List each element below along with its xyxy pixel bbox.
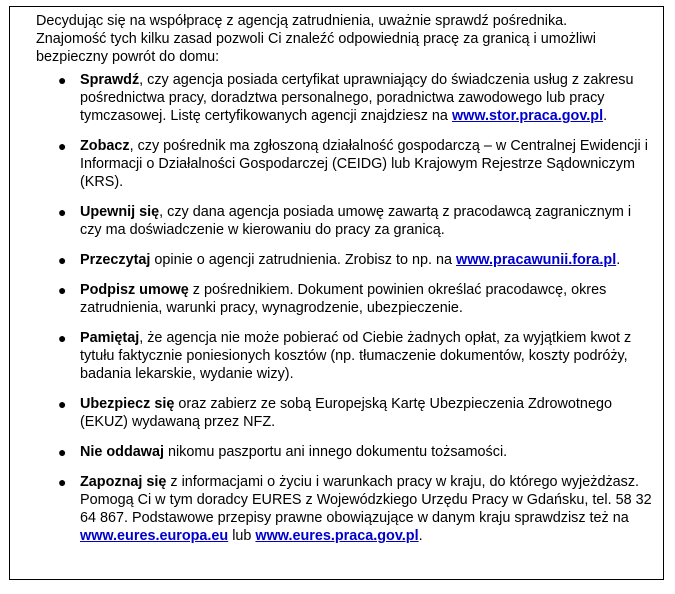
item-keyword: Zobacz	[80, 138, 130, 154]
item-keyword: Podpisz umowę	[80, 282, 189, 298]
item-text: , czy agencja posiada certyfikat uprawniający do świadczenia usług z zakresu pośrednictwa pracy, doradztwa personalnego, poradnictwa zawodowego lub pracy tymczasowej. Listę certyfikowanych agencji znajdziesz na	[80, 72, 634, 124]
list-item	[10, 395, 665, 431]
item-text: z informacjami o życiu i warunkach pracy w kraju, do którego wyjeżdżasz. Pomogą Ci w tym doradcy EURES z Wojewódzkiego Urzędu Pracy w Gdańsku, tel. 58 32 64 867. Podstawowe przepisy prawne obowiązujące w danym kraju sprawdzisz też na	[80, 474, 652, 526]
item-after: .	[418, 528, 423, 544]
bullet-icon: ●	[58, 204, 67, 220]
item-text: oraz zabierz ze sobą Europejską Kartę Ubezpieczenia Zdrowotnego (EKUZ) wydawaną przez NFZ.	[80, 396, 612, 430]
link-pracawunii[interactable]: www.pracawunii.fora.pl	[456, 252, 617, 268]
bullet-icon: ●	[58, 72, 67, 88]
item-text: , czy dana agencja posiada umowę zawartą z pracodawcą zagranicznym i czy ma doświadczenie w kierowaniu do pracy za granicą.	[80, 204, 632, 238]
intro-line-3: bezpieczny powrót do domu:	[36, 49, 220, 65]
item-text: z pośrednikiem. Dokument powinien określać pracodawcę, okres zatrudnienia, warunki pracy, wynagrodzenie, ubezpieczenie.	[80, 282, 607, 316]
item-keyword: Ubezpiecz się	[80, 396, 175, 412]
item-keyword: Nie oddawaj	[80, 444, 164, 460]
tips-list	[10, 71, 665, 557]
item-text: nikomu paszportu ani innego dokumentu tożsamości.	[163, 444, 508, 460]
item-keyword: Upewnij się	[80, 204, 160, 220]
list-item	[10, 473, 665, 545]
item-keyword: Zapoznaj się	[80, 474, 167, 490]
item-keyword: Pamiętaj	[80, 330, 140, 346]
list-item	[10, 137, 665, 191]
intro-paragraph	[36, 12, 646, 66]
link-stor-praca[interactable]: www.stor.praca.gov.pl	[451, 108, 604, 124]
item-after: .	[603, 108, 608, 124]
bullet-icon: ●	[58, 444, 67, 460]
item-mid: lub	[228, 528, 256, 544]
bullet-icon: ●	[58, 474, 67, 490]
item-text: opinie o agencji zatrudnienia. Zrobisz to np. na	[150, 252, 456, 268]
bullet-icon: ●	[58, 330, 67, 346]
item-after: .	[616, 252, 621, 268]
item-text: , czy pośrednik ma zgłoszoną działalność gospodarczą – w Centralnej Ewidencji i Informacji o Działalności Gospodarczej (CEIDG) lub Krajowym Rejestrze Sądowniczym (KRS).	[80, 138, 648, 190]
bullet-icon: ●	[58, 138, 67, 154]
list-item	[10, 443, 665, 461]
info-box	[9, 6, 664, 580]
list-item	[10, 281, 665, 317]
item-keyword: Przeczytaj	[80, 252, 151, 268]
item-keyword: Sprawdź	[80, 72, 140, 88]
item-text: , że agencja nie może pobierać od Ciebie żadnych opłat, za wyjątkiem kwot z tytułu faktycznie poniesionych kosztów (np. tłumaczenie dokumentów, koszty podróży, badania lekarskie, wydanie wizy).	[80, 330, 632, 382]
link-eures-praca[interactable]: www.eures.praca.gov.pl	[255, 528, 419, 544]
list-item	[10, 71, 665, 125]
intro-line-2: Znajomość tych kilku zasad pozwoli Ci znaleźć odpowiednią pracę za granicą i umożliwi	[36, 31, 596, 47]
intro-line-1: Decydując się na współpracę z agencją zatrudnienia, uważnie sprawdź pośrednika.	[36, 13, 568, 29]
bullet-icon: ●	[58, 396, 67, 412]
list-item	[10, 329, 665, 383]
list-item	[10, 251, 665, 269]
bullet-icon: ●	[58, 282, 67, 298]
bullet-icon: ●	[58, 252, 67, 268]
link-eures-europa[interactable]: www.eures.europa.eu	[80, 528, 229, 544]
list-item	[10, 203, 665, 239]
